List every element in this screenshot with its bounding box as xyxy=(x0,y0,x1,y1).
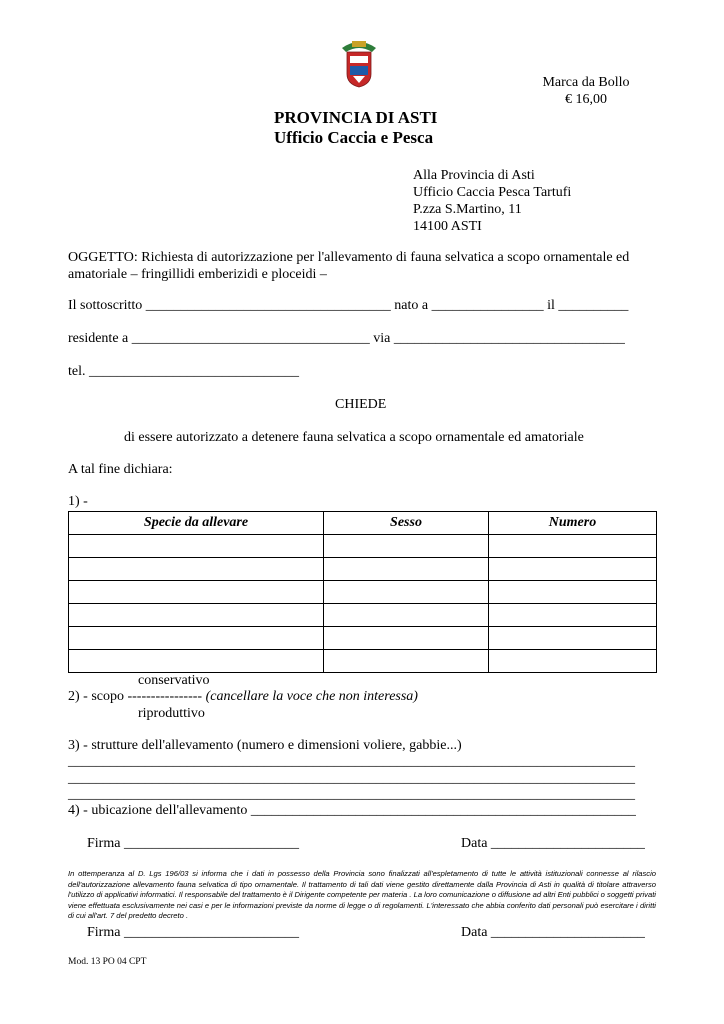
species-table xyxy=(68,511,657,673)
recipient-line: 14100 ASTI xyxy=(413,219,482,234)
table-header-row xyxy=(69,512,657,535)
document-subtitle: Ufficio Caccia e Pesca xyxy=(274,128,434,147)
number-cell[interactable] xyxy=(489,650,657,673)
sex-cell[interactable] xyxy=(324,627,489,650)
request-text: di essere autorizzato a detenere fauna selvatica a scopo ornamentale ed amatoriale xyxy=(124,430,584,445)
form-code: Mod. 13 PO 04 CPT xyxy=(68,957,147,967)
table-row xyxy=(69,535,657,558)
species-cell[interactable] xyxy=(69,581,324,604)
subject-paragraph: OGGETTO: Richiesta di autorizzazione per l'allevamento di fauna selvatica a scopo ornamentale ed amatoriale – fringillidi emberizidi e ploceidi – xyxy=(68,250,630,282)
structures-line[interactable]: _________________________________________________________________________________ xyxy=(68,771,635,786)
purpose-option-conservative[interactable]: conservativo xyxy=(138,673,210,688)
species-cell[interactable] xyxy=(69,604,324,627)
province-crest-icon xyxy=(338,38,380,88)
signature-field[interactable]: Firma _________________________ xyxy=(87,836,299,851)
item-2-note: (cancellare la voce che non interessa) xyxy=(205,689,418,704)
location-field[interactable]: 4) - ubicazione dell'allevamento _______________________________________________________ xyxy=(68,803,636,818)
recipient-line: P.zza S.Martino, 11 xyxy=(413,202,522,217)
item-1-label: 1) - xyxy=(68,494,88,509)
species-cell[interactable] xyxy=(69,535,324,558)
table-row xyxy=(69,650,657,673)
declaration-intro: A tal fine dichiara: xyxy=(68,462,173,477)
recipient-line: Ufficio Caccia Pesca Tartufi xyxy=(413,185,572,200)
recipient-line: Alla Provincia di Asti xyxy=(413,168,535,183)
item-3-label: 3) - strutture dell'allevamento (numero e dimensioni voliere, gabbie...) xyxy=(68,738,462,753)
column-header-number: Numero xyxy=(489,512,657,535)
signature-field[interactable]: Firma _________________________ xyxy=(87,925,299,940)
applicant-name-field[interactable]: Il sottoscritto ___________________________________ nato a ________________ il __________ xyxy=(68,298,629,313)
column-header-sex: Sesso xyxy=(324,512,489,535)
date-field[interactable]: Data ______________________ xyxy=(461,925,645,940)
stamp-amount: € 16,00 xyxy=(565,92,607,107)
sex-cell[interactable] xyxy=(324,581,489,604)
species-cell[interactable] xyxy=(69,650,324,673)
number-cell[interactable] xyxy=(489,604,657,627)
sex-cell[interactable] xyxy=(324,558,489,581)
species-cell[interactable] xyxy=(69,558,324,581)
purpose-option-reproductive[interactable]: riproduttivo xyxy=(138,706,205,721)
column-header-species: Specie da allevare xyxy=(69,512,324,535)
table-row xyxy=(69,604,657,627)
sex-cell[interactable] xyxy=(324,604,489,627)
phone-field[interactable]: tel. ______________________________ xyxy=(68,364,299,379)
document-title: PROVINCIA DI ASTI xyxy=(274,108,438,127)
species-cell[interactable] xyxy=(69,627,324,650)
number-cell[interactable] xyxy=(489,535,657,558)
number-cell[interactable] xyxy=(489,627,657,650)
recipient-address xyxy=(413,167,571,235)
number-cell[interactable] xyxy=(489,558,657,581)
sex-cell[interactable] xyxy=(324,535,489,558)
sex-cell[interactable] xyxy=(324,650,489,673)
residence-field[interactable]: residente a __________________________________ via _________________________________ xyxy=(68,331,625,346)
request-heading: CHIEDE xyxy=(335,397,387,412)
item-2-label: 2) - scopo ---------------- xyxy=(68,689,206,704)
table-row xyxy=(69,627,657,650)
number-cell[interactable] xyxy=(489,581,657,604)
date-field[interactable]: Data ______________________ xyxy=(461,836,645,851)
revenue-stamp xyxy=(528,74,644,108)
item-2-line xyxy=(68,689,418,705)
privacy-notice: In ottemperanza al D. Lgs 196/03 si informa che i dati in possesso della Provincia sono finalizzati all'espletamento di tutte le attività istituzionali connesse al rilascio dell'autorizzazione allevamento fauna selvatica di tipo ornamentale. Il trattamento di tali dati viene gestito direttamente dalla Provincia di Asti in qualità di titolare attraverso l'utilizzo di applicativi informatici. Il responsabile del trattamento è il Dirigente competente per materia . La loro comunicazione o diffusione ad altri Enti pubblici o soggetti privati viene effettuata esclusivamente nei casi e per le informazioni previste da norme di legge o di regolamenti. L'interessato che abbia conferito dati personali può esercitare i diritti di cui all'art. 7 del predetto decreto . xyxy=(68,869,656,921)
table-row xyxy=(69,581,657,604)
stamp-label: Marca da Bollo xyxy=(542,75,630,90)
table-row xyxy=(69,558,657,581)
structures-line[interactable]: _________________________________________________________________________________ xyxy=(68,754,635,769)
structures-line[interactable]: _________________________________________________________________________________ xyxy=(68,787,635,802)
